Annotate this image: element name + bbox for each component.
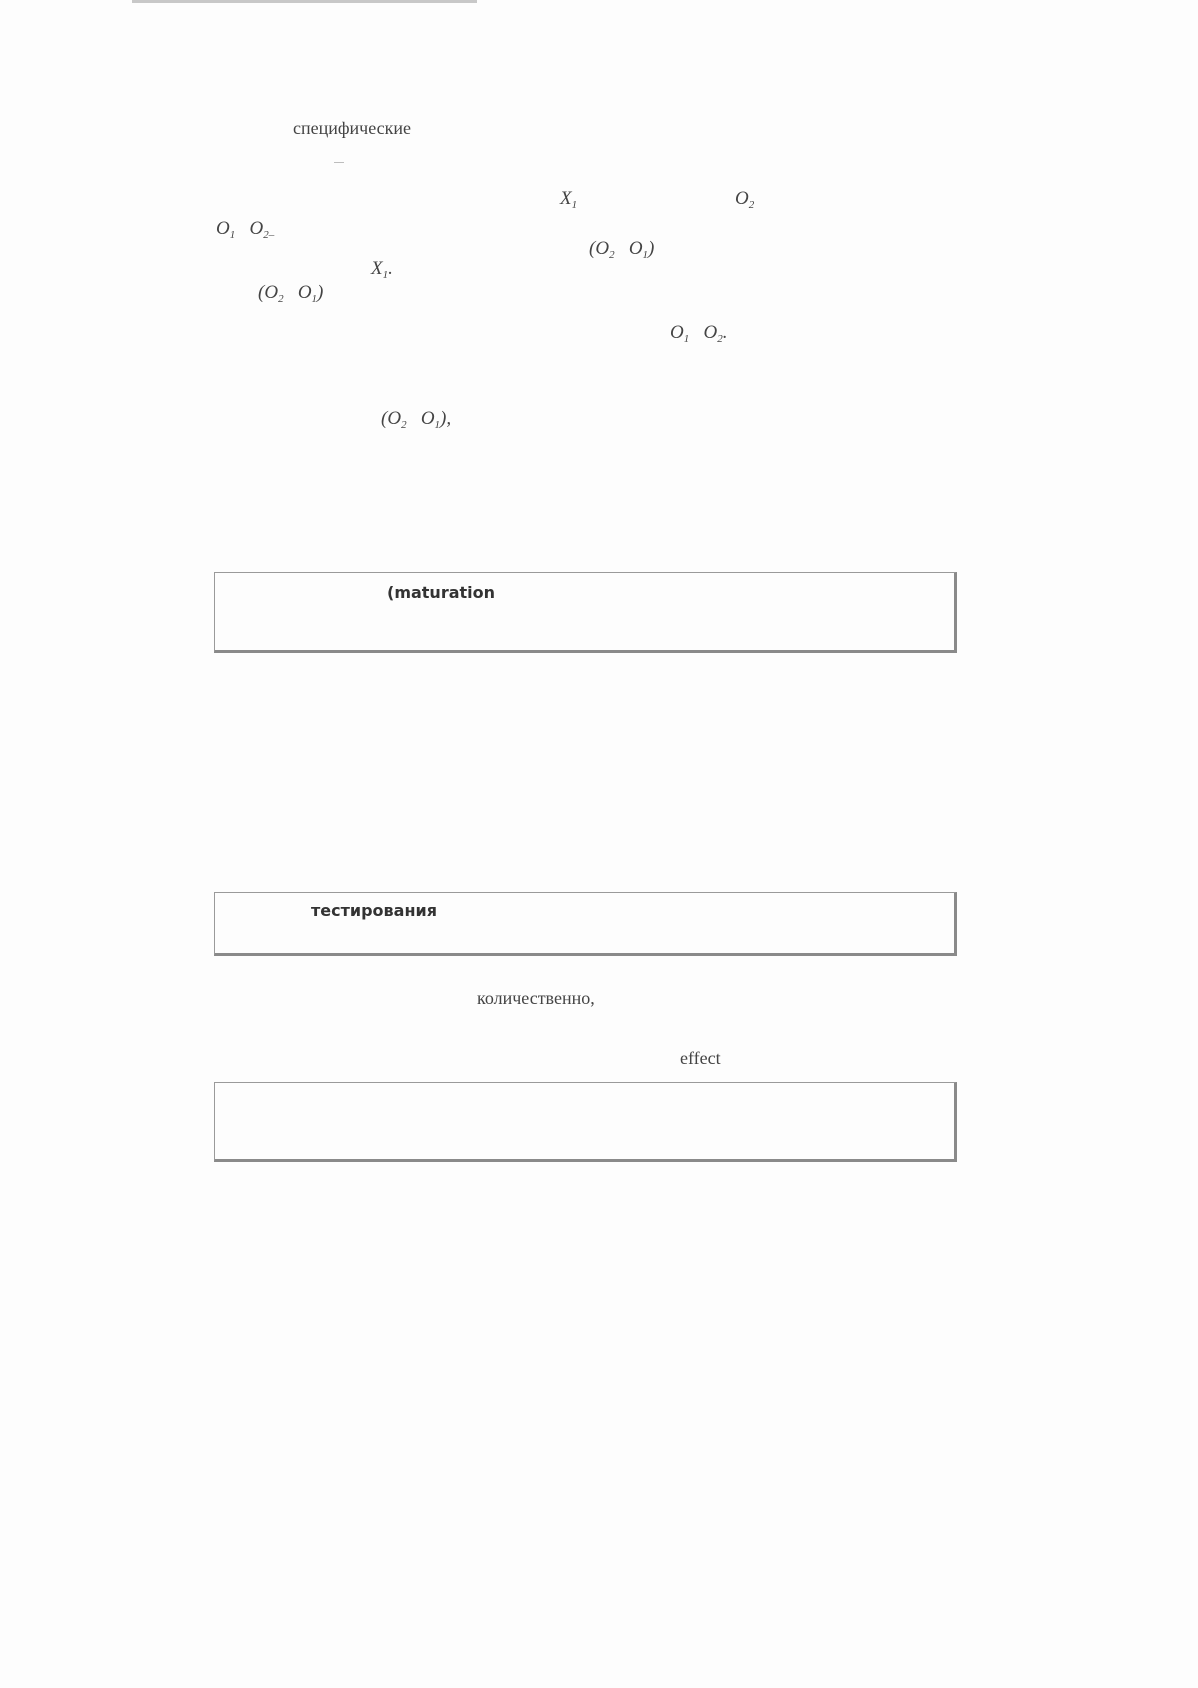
- dash-mark: [334, 162, 344, 163]
- formula-o1-o2-a: $O_1$ $O_{2-}$: [216, 218, 275, 241]
- formula-o2-a: $O_2$: [735, 188, 755, 211]
- box-label-maturation: (maturation: [387, 583, 496, 602]
- scan-edge-line: [132, 0, 477, 3]
- formula-paren-b: ($O_2$ $O_1$): [258, 282, 324, 305]
- word-effect: effect: [680, 1048, 721, 1068]
- sidebar-box-empty: [214, 1082, 957, 1162]
- formula-paren-c: ($O_2$ $O_1$),: [381, 408, 452, 431]
- word-specific: специфические: [293, 118, 412, 138]
- box-label-testing: тестирования: [311, 901, 437, 920]
- word-quantitatively: количественно,: [477, 988, 595, 1008]
- formula-x1-b: $X_1$.: [371, 258, 393, 281]
- sidebar-box-maturation: [214, 572, 957, 653]
- formula-paren-a: ($O_2$ $O_1$): [589, 238, 655, 261]
- formula-o1-o2-b: $O_1$ $O_2$.: [670, 322, 728, 345]
- sidebar-box-testing: [214, 892, 957, 956]
- formula-x1-a: $X_1$: [560, 188, 578, 211]
